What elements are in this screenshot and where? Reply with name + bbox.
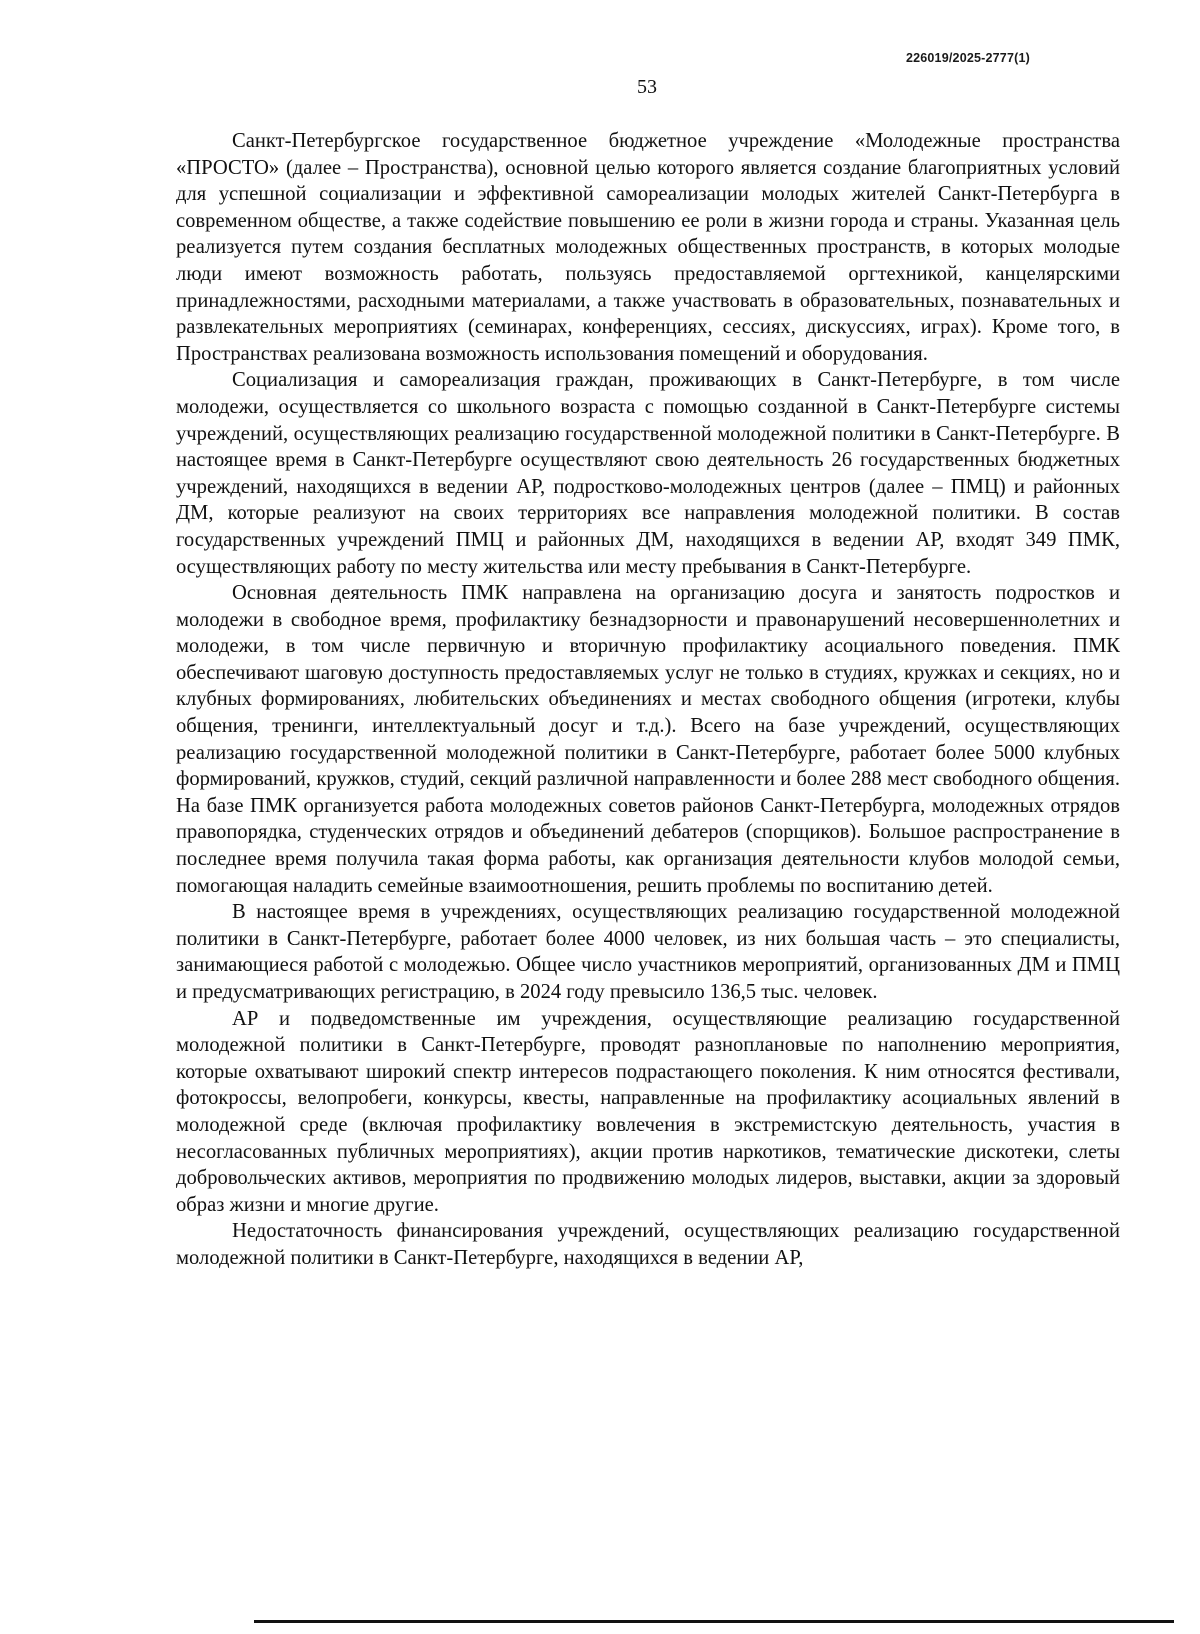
scan-bottom-edge-line <box>254 1620 1174 1623</box>
paragraph-prosto-spaces: Санкт-Петербургское государственное бюджетное учреждение «Молодежные пространства «ПРОСТО» (далее – Пространства), основной целью которого является создание благоприятных условий для успешной социализации и эффективной самореализации молодых жителей Санкт-Петербурга в современном обществе, а также содействие повышению ее роли в жизни города и страны. Указанная цель реализуется путем создания бесплатных молодежных общественных пространств, в которых молодые люди имеют возможность работать, пользуясь предоставляемой оргтехникой, канцелярскими принадлежностями, расходными материалами, а также участвовать в образовательных, познавательных и развлекательных мероприятиях (семинарах, конференциях, сессиях, дискуссиях, играх). Кроме того, в Пространствах реализована возможность использования помещений и оборудования. <box>176 130 1120 365</box>
paragraph-socialization: Социализация и самореализация граждан, проживающих в Санкт-Петербурге, в том числе молодежи, осуществляется со школьного возраста с помощью созданной в Санкт-Петербурге системы учреждений, осуществляющих реализацию государственной молодежной политики в Санкт-Петербурге. В настоящее время в Санкт-Петербурге осуществляют свою деятельность 26 государственных бюджетных учреждений, находящихся в ведении АР, подростково-молодежных центров (далее – ПМЦ) и районных ДМ, которые реализуют на своих территориях все направления молодежной политики. В состав государственных учреждений ПМЦ и районных ДМ, находящихся в ведении АР, входят 349 ПМК, осуществляющих работу по месту жительства или месту пребывания в Санкт-Петербурге. <box>176 369 1120 578</box>
paragraph-funding: Недостаточность финансирования учреждений, осуществляющих реализацию государственной молодежной политики в Санкт-Петербурге, находящихся в ведении АР, <box>176 1220 1120 1269</box>
paragraph-staff-participants: В настоящее время в учреждениях, осуществляющих реализацию государственной молодежной политики в Санкт-Петербурге, работает более 4000 человек, из них большая часть – это специалисты, занимающиеся работой с молодежью. Общее число участников мероприятий, организованных ДМ и ПМЦ и предусматривающих регистрацию, в 2024 году превысило 136,5 тыс. человек. <box>176 901 1120 1003</box>
document-registration-number: 226019/2025-2777(1) <box>905 51 1030 65</box>
paragraph-events: АР и подведомственные им учреждения, осуществляющие реализацию государственной молодежной политики в Санкт-Петербурге, проводят разноплановые по наполнению мероприятия, которые охватывают широкий спектр интересов подрастающего поколения. К ним относятся фестивали, фотокроссы, велопробеги, конкурсы, квесты, направленные на профилактику асоциальных явлений в молодежной среде (включая профилактику вовлечения в экстремистскую деятельность, участия в несогласованных публичных мероприятиях), акции против наркотиков, тематические дискотеки, слеты добровольческих активов, мероприятия по продвижению молодых лидеров, выставки, акции за здоровый образ жизни и многие другие. <box>176 1007 1120 1216</box>
paragraph-pmk-activity: Основная деятельность ПМК направлена на организацию досуга и занятость подростков и молодежи в свободное время, профилактику безнадзорности и правонарушений несовершеннолетних и молодежи, в том числе первичную и вторичную профилактику асоциального поведения. ПМК обеспечивают шаговую доступность предоставляемых услуг не только в студиях, кружках и секциях, но и клубных формированиях, любительских объединениях и местах свободного общения (игротеки, клубы общения, тренинги, интеллектуальный досуг и т.д.). Всего на базе учреждений, осуществляющих реализацию государственной молодежной политики в Санкт-Петербурге, работает более 5000 клубных формирований, кружков, студий, секций различной направленности и более 288 мест свободного общения. На базе ПМК организуется работа молодежных советов районов Санкт-Петербурга, молодежных отрядов правопорядка, студенческих отрядов и объединений дебатеров (спорщиков). Большое распространение в последнее время получила такая форма работы, как организация деятельности клубов молодой семьи, помогающая наладить семейные взаимоотношения, решить проблемы по воспитанию детей. <box>176 582 1120 897</box>
document-body <box>176 128 1120 1272</box>
page-number: 53 <box>637 76 657 98</box>
